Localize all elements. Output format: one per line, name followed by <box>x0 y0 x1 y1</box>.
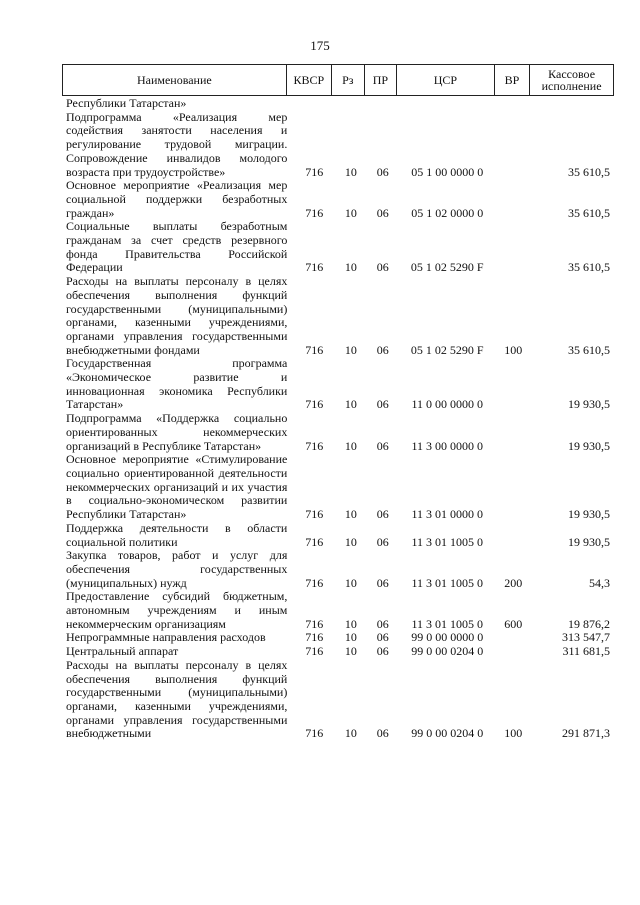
header-kassovoe: Кассовое исполнение <box>541 67 602 93</box>
cell-kas: 54,3 <box>589 575 610 590</box>
cell-csr: 05 1 02 5290 F <box>410 260 484 275</box>
cell-kvsr: 716 <box>305 726 324 741</box>
cell-name: Основное мероприятие «Реализация мер социальной поддержки безработных граждан» <box>66 178 288 220</box>
table-row <box>66 97 614 111</box>
cell-csr: 11 3 00 0000 0 <box>411 438 483 453</box>
cell-name: Социальные выплаты безработным гражданам за счет средств резервного фонда Правительства Российской Федерации <box>66 219 288 275</box>
cell-csr: 05 1 00 0000 0 <box>411 164 484 179</box>
cell-name: Поддержка деятельности в области социальной политики <box>66 520 288 549</box>
cell-pr: 06 <box>376 534 389 549</box>
table-row <box>66 179 614 220</box>
cell-kas: 19 930,5 <box>568 397 610 412</box>
cell-pr: 06 <box>376 205 389 220</box>
cell-kas: 35 610,5 <box>568 205 610 220</box>
cell-rz: 10 <box>344 342 357 357</box>
cell-pr: 06 <box>376 438 389 453</box>
cell-kas: 291 871,3 <box>562 726 610 741</box>
cell-vr: 600 <box>504 616 523 631</box>
cell-kvsr: 716 <box>305 342 324 357</box>
table-row <box>66 275 614 357</box>
cell-kvsr: 716 <box>305 438 324 453</box>
cell-csr: 11 3 01 1005 0 <box>411 575 483 590</box>
table-row <box>66 220 614 275</box>
cell-name: Республики Татарстан» <box>66 96 187 110</box>
cell-rz: 10 <box>344 205 357 220</box>
cell-pr: 06 <box>376 616 389 631</box>
table-header <box>62 64 614 96</box>
header-vr: ВР <box>495 65 531 95</box>
cell-name: Непрограммные направления расходов <box>66 630 266 645</box>
header-csr: ЦСР <box>397 65 495 95</box>
cell-rz: 10 <box>344 644 357 659</box>
cell-vr: 100 <box>504 342 523 357</box>
cell-kas: 19 930,5 <box>568 534 610 549</box>
cell-csr: 11 0 00 0000 0 <box>411 397 483 412</box>
table-row <box>66 631 614 645</box>
cell-kas: 311 681,5 <box>562 644 610 659</box>
cell-csr: 11 3 01 0000 0 <box>411 507 483 522</box>
header-rz: Рз <box>332 65 365 95</box>
cell-pr: 06 <box>376 630 389 645</box>
cell-csr: 05 1 02 0000 0 <box>411 205 484 220</box>
cell-csr: 05 1 02 5290 F <box>410 342 484 357</box>
cell-rz: 10 <box>344 438 357 453</box>
cell-kas: 19 876,2 <box>568 616 610 631</box>
cell-kvsr: 716 <box>305 644 324 659</box>
cell-kas: 35 610,5 <box>568 260 610 275</box>
header-name: Наименование <box>63 65 287 95</box>
cell-rz: 10 <box>344 575 357 590</box>
cell-kas: 19 930,5 <box>568 438 610 453</box>
cell-kvsr: 716 <box>305 164 324 179</box>
table-row <box>66 590 614 631</box>
table-row <box>66 453 614 522</box>
page-number: 175 <box>310 38 330 53</box>
table-row <box>66 357 614 412</box>
cell-pr: 06 <box>376 164 389 179</box>
cell-pr: 06 <box>376 260 389 275</box>
cell-pr: 06 <box>376 397 389 412</box>
cell-kvsr: 716 <box>305 616 324 631</box>
cell-csr: 99 0 00 0000 0 <box>411 630 484 645</box>
cell-kas: 35 610,5 <box>568 164 610 179</box>
cell-rz: 10 <box>344 164 357 179</box>
cell-kvsr: 716 <box>305 260 324 275</box>
cell-csr: 99 0 00 0204 0 <box>411 644 484 659</box>
cell-kvsr: 716 <box>305 205 324 220</box>
cell-kvsr: 716 <box>305 397 324 412</box>
cell-name: Центральный аппарат <box>66 644 179 659</box>
cell-rz: 10 <box>344 260 357 275</box>
cell-vr: 200 <box>504 575 523 590</box>
table-body <box>66 97 614 741</box>
cell-name: Государственная программа «Экономическое развитие и инновационная экономика Республики Татарстан» <box>66 356 288 412</box>
table-row <box>66 659 614 741</box>
cell-name: Основное мероприятие «Стимулирование социально ориентированной деятельности некоммерческих организаций и их участия в социально-экономическом развитии Республики Татарстан» <box>66 452 288 522</box>
cell-pr: 06 <box>376 575 389 590</box>
cell-pr: 06 <box>376 507 389 522</box>
cell-csr: 11 3 01 1005 0 <box>411 616 483 631</box>
table-row <box>66 549 614 590</box>
cell-kvsr: 716 <box>305 507 324 522</box>
cell-name: Закупка товаров, работ и услуг для обеспечения государственных (муниципальных) нужд <box>66 548 288 590</box>
header-pr: ПР <box>365 65 398 95</box>
cell-name: Расходы на выплаты персоналу в целях обеспечения выполнения функций государственными (муниципальными) органами, казенными учреждениями, органами управления государственными внебюджетными фондами <box>66 274 288 357</box>
cell-kvsr: 716 <box>305 534 324 549</box>
cell-name: Предоставление субсидий бюджетным, автономным учреждениям и иным некоммерческим организациям <box>66 589 288 631</box>
cell-rz: 10 <box>344 534 357 549</box>
cell-kas: 19 930,5 <box>568 507 610 522</box>
cell-csr: 11 3 01 1005 0 <box>411 534 483 549</box>
cell-kvsr: 716 <box>305 575 324 590</box>
cell-kas: 313 547,7 <box>562 630 610 645</box>
cell-pr: 06 <box>376 644 389 659</box>
cell-name: Расходы на выплаты персоналу в целях обеспечения выполнения функций государственными (муниципальными) органами, казенными учреждениями, органами управления государственными внебюджетными <box>66 657 288 741</box>
table-row <box>66 111 614 180</box>
cell-rz: 10 <box>344 397 357 412</box>
table-row <box>66 412 614 453</box>
cell-rz: 10 <box>344 726 357 741</box>
cell-name: Подпрограмма «Реализация мер содействия занятости населения и регулирование трудовой миграции. Сопровождение инвалидов молодого возраста при трудоустройстве» <box>66 109 288 179</box>
cell-rz: 10 <box>344 616 357 631</box>
header-kvsr: КВСР <box>287 65 332 95</box>
cell-kvsr: 716 <box>305 630 324 645</box>
cell-name: Подпрограмма «Поддержка социально ориентированных некоммерческих организаций в Республике Татарстан» <box>66 411 288 453</box>
table-row <box>66 522 614 549</box>
cell-pr: 06 <box>376 342 389 357</box>
cell-kas: 35 610,5 <box>568 342 610 357</box>
cell-vr: 100 <box>504 726 523 741</box>
cell-pr: 06 <box>376 726 389 741</box>
cell-rz: 10 <box>344 630 357 645</box>
table-row <box>66 645 614 659</box>
cell-csr: 99 0 00 0204 0 <box>411 726 484 741</box>
cell-rz: 10 <box>344 507 357 522</box>
